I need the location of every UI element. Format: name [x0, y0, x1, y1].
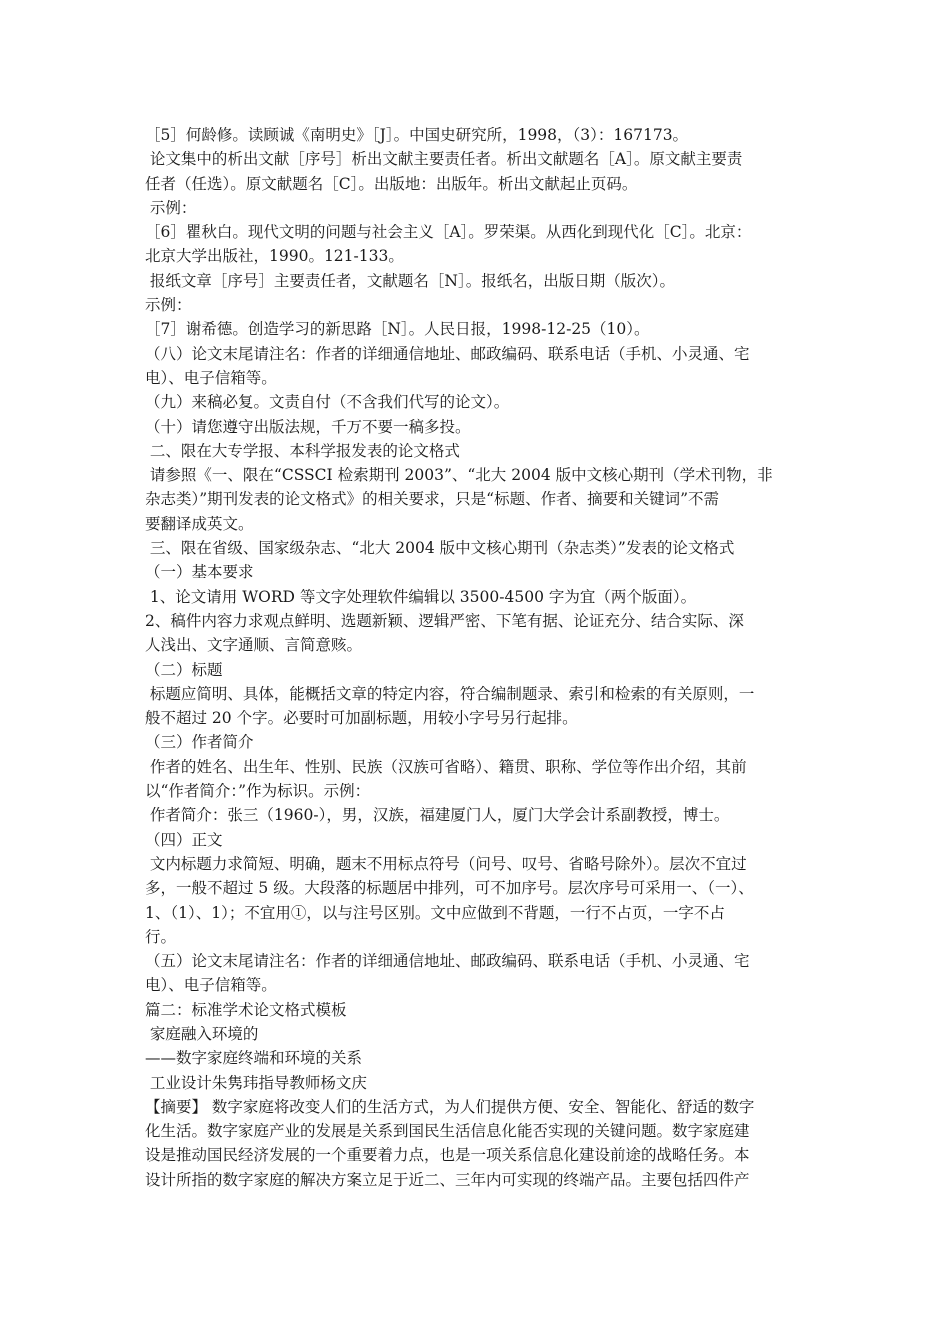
- text-line: （九）来稿必复。文责自付（不含我们代写的论文）。: [145, 393, 510, 412]
- text-line: 1、论文请用 WORD 等文字处理软件编辑以 3500-4500 字为宜（两个版面）。: [145, 587, 697, 606]
- text-line: 人浅出、文字通顺、言简意赅。: [145, 636, 363, 655]
- text-line: 电）、电子信箱等。: [145, 368, 277, 387]
- text-line: 工业设计朱隽玮指导教师杨文庆: [145, 1073, 367, 1092]
- text-line: （五）论文末尾请注名：作者的详细通信地址、邮政编码、联系电话（手机、小灵通、宅: [145, 952, 750, 971]
- text-line: ［6］瞿秋白。现代文明的问题与社会主义［A］。罗荣渠。从西化到现代化［C］。北京：: [145, 223, 752, 242]
- text-line: 2、稿件内容力求观点鲜明、选题新颖、逻辑严密、下笔有据、论证充分、结合实际、深: [145, 611, 744, 630]
- text-line: 报纸文章［序号］主要责任者，文献题名［N］。报纸名，出版日期（版次）。: [145, 271, 675, 290]
- text-line: 【摘要】 数字家庭将改变人们的生活方式，为人们提供方便、安全、智能化、舒适的数字: [145, 1097, 755, 1116]
- text-line: 请参照《一、限在“CSSCI 检索期刊 2003”、“北大 2004 版中文核心期刊（学术刊物，非: [145, 466, 773, 485]
- text-line: ——数字家庭终端和环境的关系: [145, 1049, 363, 1068]
- text-line: 要翻译成英文。: [145, 514, 254, 533]
- text-line: 篇二：标准学术论文格式模板: [145, 1000, 347, 1019]
- text-line: 化生活。数字家庭产业的发展是关系到国民生活信息化能否实现的关键问题。数字家庭建: [145, 1122, 750, 1141]
- text-line: 文内标题力求简短、明确，题末不用标点符号（问号、叹号、省略号除外）。层次不宜过: [145, 854, 747, 873]
- text-line: （三）作者简介: [145, 733, 254, 752]
- text-line: 1、（1）、1）；不宜用①，以与注号区别。文中应做到不背题，一行不占页，一字不占: [145, 903, 725, 922]
- text-line: （一）基本要求: [145, 563, 254, 582]
- text-line: （二）标题: [145, 660, 223, 679]
- text-line: 家庭融入环境的: [145, 1024, 259, 1043]
- text-line: 二、限在大专学报、本科学报发表的论文格式: [145, 441, 460, 460]
- text-line: 北京大学出版社，1990。121-133。: [145, 247, 404, 266]
- text-line: 标题应简明、具体，能概括文章的特定内容，符合编制题录、索引和检索的有关原则，一: [145, 684, 755, 703]
- text-line: （四）正文: [145, 830, 223, 849]
- document-body: [145, 123, 807, 1192]
- text-line: 三、限在省级、国家级杂志、“北大 2004 版中文核心期刊（杂志类）”发表的论文格式: [145, 539, 735, 558]
- text-line: （八）论文末尾请注名：作者的详细通信地址、邮政编码、联系电话（手机、小灵通、宅: [145, 344, 750, 363]
- text-line: 任者（任选）。原文献题名［C］。出版地：出版年。析出文献起止页码。: [145, 174, 638, 193]
- text-line: 杂志类）”期刊发表的论文格式》的相关要求，只是“标题、作者、摘要和关键词”不需: [145, 490, 720, 509]
- text-line: 示例：: [145, 296, 192, 315]
- text-line: 作者简介：张三（1960-），男，汉族，福建厦门人，厦门大学会计系副教授，博士。: [145, 806, 730, 825]
- text-line: 般不超过 20 个字。必要时可加副标题，用较小字号另行起排。: [145, 709, 578, 728]
- text-line: 设计所指的数字家庭的解决方案立足于近二、三年内可实现的终端产品。主要包括四件产: [145, 1170, 750, 1189]
- text-line: 多，一般不超过 5 级。大段落的标题居中排列，可不加序号。层次序号可采用一、（一）、: [145, 879, 754, 898]
- text-line: 论文集中的析出文献［序号］析出文献主要责任者。析出文献题名［A］。原文献主要责: [145, 150, 743, 169]
- text-line: 示例：: [145, 198, 197, 217]
- text-line: 以“作者简介：”作为标识。示例：: [145, 782, 371, 801]
- text-line: ［7］谢希德。创造学习的新思路［N］。人民日报，1998-12-25（10）。: [145, 320, 650, 339]
- text-line: 作者的姓名、出生年、性别、民族（汉族可省略）、籍贯、职称、学位等作出介绍，其前: [145, 757, 747, 776]
- text-line: 设是推动国民经济发展的一个重要着力点，也是一项关系信息化建设前途的战略任务。本: [145, 1146, 750, 1165]
- text-line: ［5］何龄修。读顾诚《南明史》［J］。中国史研究所，1998，（3）：167173。: [145, 126, 689, 144]
- text-line: （十）请您遵守出版法规，千万不要一稿多投。: [145, 417, 471, 436]
- text-line: 电）、电子信箱等。: [145, 976, 277, 995]
- text-line: 行。: [145, 927, 177, 946]
